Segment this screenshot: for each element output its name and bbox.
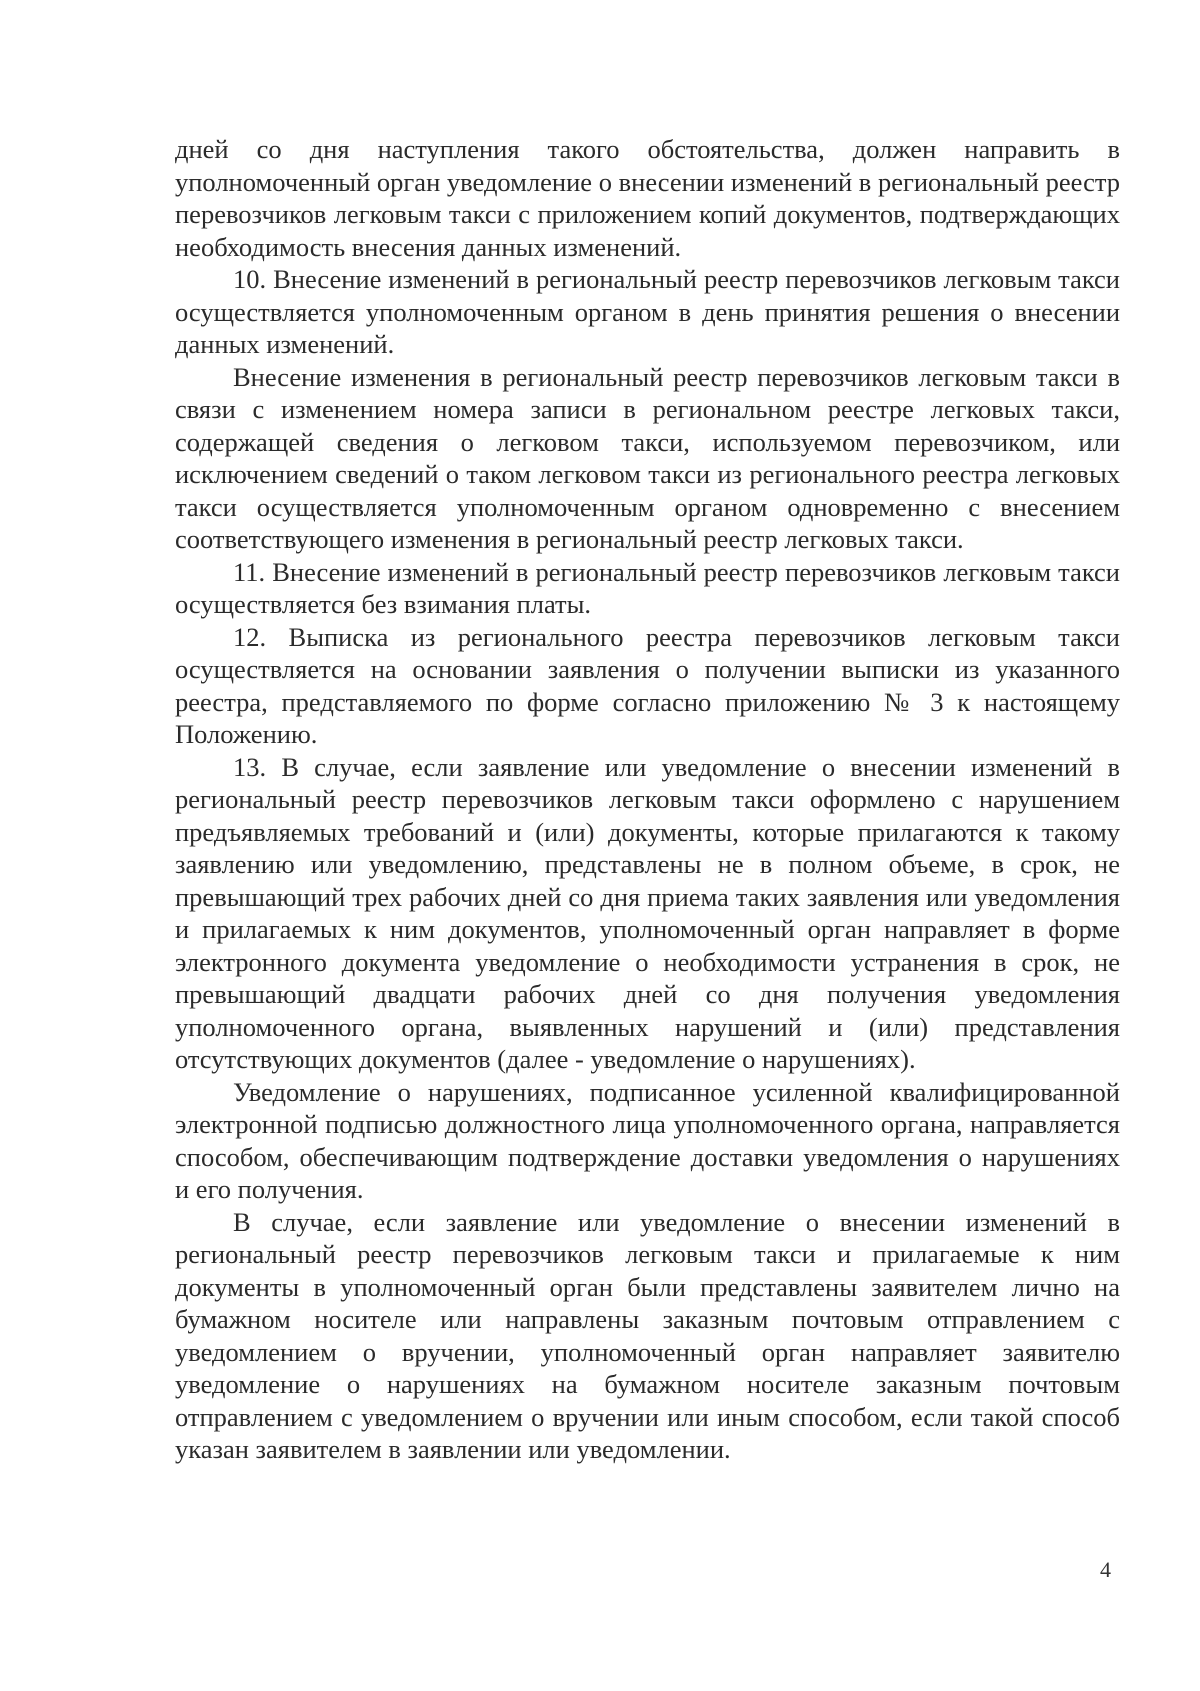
paragraph-item-12: 12. Выписка из регионального реестра перевозчиков легковым такси осуществляется на основании заявления о получении выписки из указанного реестра, представляемого по форме согласно приложению № 3 к настоящему Положению. [175,621,1120,749]
document-body [175,133,1120,1466]
paragraph-item-13: 13. В случае, если заявление или уведомление о внесении изменений в региональный реестр перевозчиков легковым такси оформлено с нарушением предъявляемых требований и (или) документы, которые прилагаются к такому заявлению или уведомлению, представлены не в полном объеме, в срок, не превышающий трех рабочих дней со дня приема таких заявления или уведомления и прилагаемых к ним документов, уполномоченный орган направляет в форме электронного документа уведомление о необходимости устранения в срок, не превышающий двадцати рабочих дней со дня получения уведомления уполномоченного органа, выявленных нарушений и (или) представления отсутствующих документов (далее - уведомление о нарушениях). [175,751,1120,1074]
paragraph-continuation: дней со дня наступления такого обстоятельства, должен направить в уполномоченный орган уведомление о внесении изменений в региональный реестр перевозчиков легковым такси с приложением копий документов, подтверждающих необходимость внесения данных изменений. [175,134,1120,262]
page-number: 4 [1100,1557,1111,1582]
paragraph-item-13-notice: Уведомление о нарушениях, подписанное усиленной квалифицированной электронной подписью должностного лица уполномоченного органа, направляется способом, обеспечивающим подтверждение доставки уведомления о нарушениях и его получения. [175,1076,1120,1204]
paragraph-item-11: 11. Внесение изменений в региональный реестр перевозчиков легковым такси осуществляется без взимания платы. [175,556,1120,619]
paragraph-item-13-paper: В случае, если заявление или уведомление о внесении изменений в региональный реестр перевозчиков легковым такси и прилагаемые к ним документы в уполномоченный орган были представлены заявителем лично на бумажном носителе или направлены заказным почтовым отправлением с уведомлением о вручении, уполномоченный орган направляет заявителю уведомление о нарушениях на бумажном носителе заказным почтовым отправлением с уведомлением о вручении или иным способом, если такой способ указан заявителем в заявлении или уведомлении. [175,1206,1120,1464]
paragraph-item-10: 10. Внесение изменений в региональный реестр перевозчиков легковым такси осуществляется уполномоченным органом в день принятия решения о внесении данных изменений. [175,264,1120,359]
paragraph-item-10-detail: Внесение изменения в региональный реестр перевозчиков легковым такси в связи с изменением номера записи в региональном реестре легковых такси, содержащей сведения о легковом такси, используемом перевозчиком, или исключением сведений о таком легковом такси из регионального реестра легковых такси осуществляется уполномоченным органом одновременно с внесением соответствующего изменения в региональный реестр легковых такси. [175,361,1120,554]
